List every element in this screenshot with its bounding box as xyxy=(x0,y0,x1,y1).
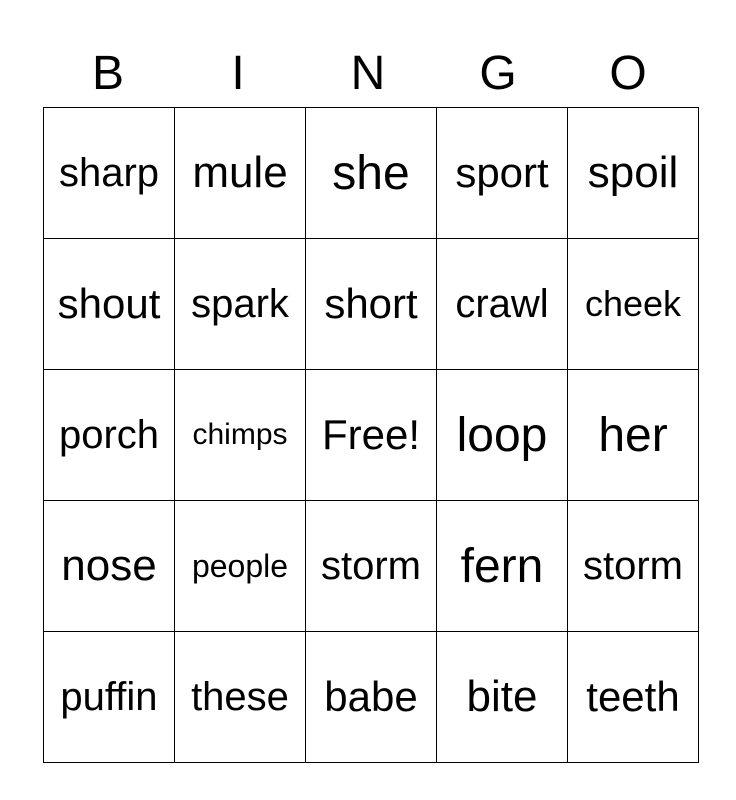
bingo-cell[interactable]: spoil xyxy=(568,108,699,239)
header-letter-g: G xyxy=(479,47,517,100)
free-space-cell[interactable]: Free! xyxy=(306,370,437,501)
board-row xyxy=(44,632,699,763)
header-letter-i: I xyxy=(231,47,245,100)
bingo-cell[interactable]: babe xyxy=(306,632,437,763)
bingo-cell[interactable]: these xyxy=(175,632,306,763)
bingo-cell[interactable]: short xyxy=(306,239,437,370)
bingo-cell[interactable]: sport xyxy=(437,108,568,239)
bingo-cell[interactable]: storm xyxy=(306,501,437,632)
bingo-cell[interactable]: storm xyxy=(568,501,699,632)
bingo-cell[interactable]: chimps xyxy=(175,370,306,501)
header-letter-o: O xyxy=(609,47,647,100)
bingo-cell[interactable]: nose xyxy=(44,501,175,632)
bingo-cell[interactable]: loop xyxy=(437,370,568,501)
bingo-cell[interactable]: teeth xyxy=(568,632,699,763)
bingo-cell[interactable]: porch xyxy=(44,370,175,501)
bingo-cell[interactable]: fern xyxy=(437,501,568,632)
bingo-cell[interactable]: she xyxy=(306,108,437,239)
board-row xyxy=(44,108,699,239)
bingo-cell[interactable]: puffin xyxy=(44,632,175,763)
bingo-cell[interactable]: sharp xyxy=(44,108,175,239)
bingo-cell[interactable]: crawl xyxy=(437,239,568,370)
board-row xyxy=(44,501,699,632)
bingo-cell[interactable]: spark xyxy=(175,239,306,370)
bingo-cell[interactable]: cheek xyxy=(568,239,699,370)
bingo-cell[interactable]: her xyxy=(568,370,699,501)
header-letter-b: B xyxy=(91,47,124,100)
board-row xyxy=(44,239,699,370)
bingo-cell[interactable]: mule xyxy=(175,108,306,239)
bingo-cell[interactable]: people xyxy=(175,501,306,632)
bingo-cell[interactable]: bite xyxy=(437,632,568,763)
bingo-header xyxy=(43,40,693,108)
header-letter-n: N xyxy=(350,47,386,100)
bingo-cell[interactable]: shout xyxy=(44,239,175,370)
bingo-board xyxy=(43,107,699,763)
board-row xyxy=(44,370,699,501)
